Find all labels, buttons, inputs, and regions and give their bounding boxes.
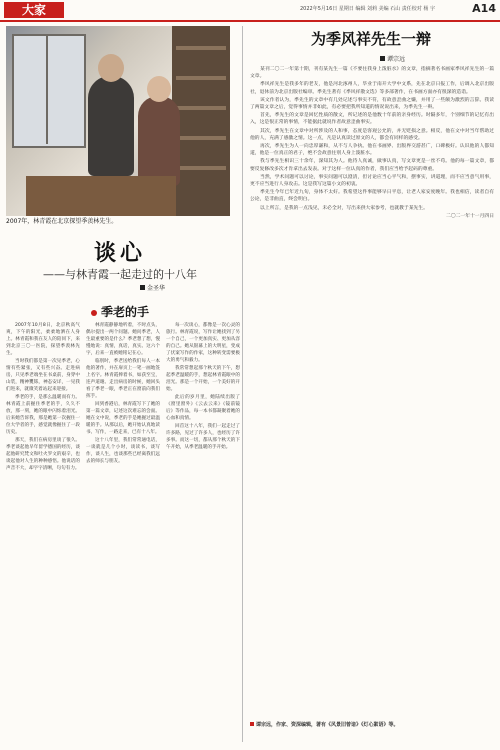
- article-body-left: [6, 322, 240, 740]
- section-logo: 大家: [4, 2, 64, 18]
- author-marker-icon: [140, 285, 145, 290]
- photo-caption: 2007年，林青霞在北京探望季羡林先生。: [6, 218, 118, 225]
- photo-window: [12, 34, 86, 148]
- article-title: 谈心: [93, 240, 146, 266]
- author-marker-icon: [380, 56, 385, 61]
- right-article-title: 为季风祥先生一辩: [310, 30, 431, 48]
- article-date: 二〇二一年十一月四日: [446, 213, 494, 219]
- article-subtitle: ——与林青霞一起走过的十八年: [43, 268, 197, 281]
- issue-info: 2022年5月16日 星期日 编辑 刘莉 美编 石山 责任校对 杨 宇: [300, 6, 435, 12]
- right-article-body: 某刊二〇二一年第十期，刊有某先生一篇《不要往我身上泼脏水》的文章，指摘著名书画家季风祥先生的一篇文章。 季风祥先生是我多年的老友，他是河北涿州人，毕业于南开大学中文系，先在北京日报工作，后调入北京出版社，退休前为北京出版社编审。季先生著有《季风祥散文选》等多部著作，在书画方面亦有很深的造诣。 该文作者认为，季先生的文章中有几处记述与事实不符，有故意歪曲之嫌，并用了一些颇为激烈的言辞。我读了两篇文章之后，觉得事情并非如此，有必要把我所知道的情况说出来，为季先生一辩。 首先，季先生的文章是回忆性质的散文，所记述的是他数十年前的亲身经历。时隔多年，个别细节的记忆有出入，这是很正常的事情，不能据此就说作者故意歪曲事实。 其次，季先生在文章中对所涉及的人和事，态度是客观公允的，并无贬损之意。相反，他在文中对当年帮助过他的人，充满了感激之情。这一点，凡是认真读过原文的人，都会有同样的感受。 再次，季先生为人一向忠厚谦和，从不与人争执。他在书画界、出版界交游甚广，口碑极好。认识他的人都知道，他是一位真正的君子，绝不会故意往别人身上泼脏水。 我与季先生相识三十余年，深知其为人。他待人真诚，做事认真，写文章更是一丝不苟。他的每一篇文章，都要反复修改多次才肯拿出去发表。对于这样一位认真的作者，我们应当给予起码的尊重。 当然，学术问题可以讨论，事实问题可以澄清，但讨论应当心平气和，摆事实，讲道理，而不应当意气用事，更不应当进行人身攻击。这是我写这篇小文的初衷。 季先生今年已年近九旬，身体不太好。我希望这件事能够早日平息，让老人家安度晚年。我也相信，读者自有公论，是非曲直，终会明白。 以上所言，是我的一点浅见，未必全对，写出来供大家参考，也就教于某先生。 二〇二一年十一月四日: [250, 67, 494, 219]
- right-article-author: 谭宗远: [380, 54, 405, 63]
- article-author: 金圣华: [140, 283, 165, 292]
- text-column-2: 林青霞静静地听着，不时点头，偶尔提出一两个问题。她问季老，人生最重要的是什么？季老想了想，慢慢地说：真情，真话，真实。这六个字，后来一直被她铭记在心。 临别时，季老送给我们每人一本他的著作，并在扉页上一笔一画地签上名字。林青霞捧着书，如获至宝，连声道谢。走出病房的时候，她回头看了季老一眼，季老正在窗前向我们挥手。 回到香港后，林青霞写下了她的第一篇文章，记述这次难忘的会面。她在文中说，季老的手是她握过最温暖的手。从那以后，她开始认真地读书、写作，一路走来，已有十八年。 这十八年里，我们常常通电话，一谈就是几个小时，谈读书，谈写作，谈人生，也谈那些已经离我们远去的师长与朋友。: [86, 323, 160, 464]
- text-column-1: 2007年10月8日，北京秋高气爽，下午的阳光，柔柔地洒在人身上。林青霞和我在友人的陪同下，来到北京三〇一医院，探望季羡林先生。 当时我们都是第一次见季老，心情有些紧张，又有些兴奋。走进病房，只见季老端坐在书桌前，身穿中山装，精神矍铄，神态安详，一见我们进来，就微笑着站起来迎接。 季老的手，是那么温暖而有力。林青霞上前握住季老的手，久久不放，那一刻，她的眼中闪烁着泪光。后来她告诉我，那是她第一次握住一位大学者的手，感觉就像握住了一段历史。 那天，我们在病房里谈了很久。季老谈起他早年留学德国的经历，谈起他研究梵文和吐火罗文的艰辛，也谈起他对人生的种种感悟。他说话的声音不大，却字字清晰，句句有力。: [6, 323, 80, 471]
- photo-person-right: [138, 96, 180, 186]
- photo-desk: [26, 176, 176, 216]
- masthead: [0, 0, 500, 20]
- section-bullet-icon: [91, 310, 97, 316]
- text-column-3: 每一次谈心，都像是一次心灵的旅行。林青霞说，写作让她找到了另一个自己，一个更加真实、更加从容的自己。她从银幕上的大明星，变成了伏案写作的作家，这种转变需要极大的勇气和毅力。 我常常想起那个秋天的下午，想起季老温暖的手，想起林青霞眼中的泪光。那是一个开始，一个美好的开始。 此后的岁月里，她陆续出版了《窗里窗外》《云去云来》《镜前镜后》等作品，每一本书都凝聚着她的心血和真情。 回首这十八年，我们一起走过了许多路，见过了许多人，也经历了许多事。而这一切，都从那个秋天的下午开始，从季老温暖的手开始。: [166, 323, 240, 450]
- page-number: A14: [472, 2, 496, 15]
- photo-person-left: [88, 76, 134, 176]
- header-rule: [0, 20, 500, 22]
- section-heading: 季老的手: [0, 303, 240, 320]
- column-divider: [242, 26, 243, 742]
- author-bio: 谭宗远，作家、资深编辑，著有《风景旧曾谙》《灯心絮语》等。: [250, 722, 494, 729]
- bio-marker-icon: [250, 722, 254, 726]
- news-photo: [6, 26, 230, 216]
- photo-bookshelf: [172, 26, 230, 216]
